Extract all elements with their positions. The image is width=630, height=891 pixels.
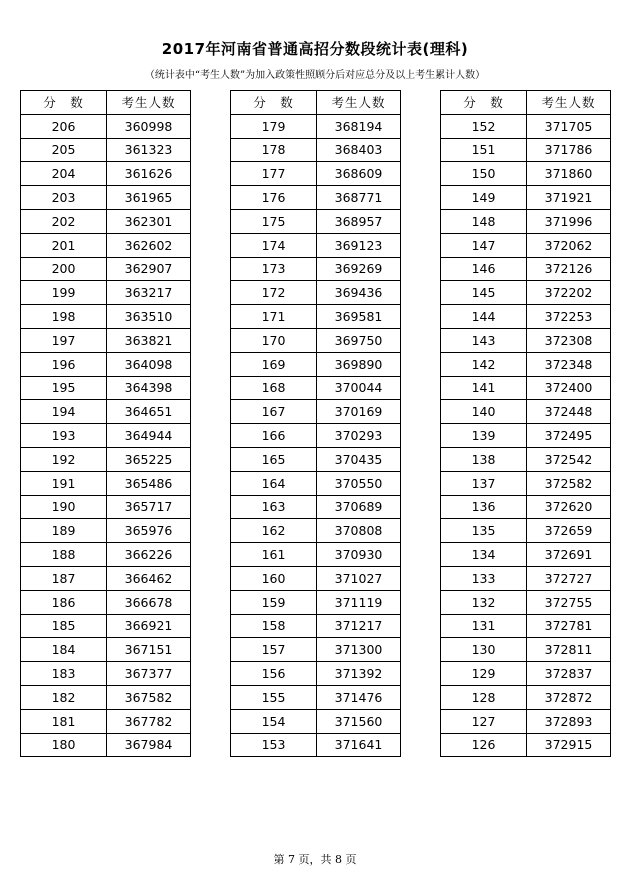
score-cell: 158 — [231, 614, 317, 638]
count-cell: 371860 — [527, 162, 611, 186]
count-cell: 372495 — [527, 424, 611, 448]
table-row — [231, 495, 401, 519]
score-cell: 150 — [441, 162, 527, 186]
score-cell: 143 — [441, 328, 527, 352]
score-cell: 195 — [21, 376, 107, 400]
score-cell: 174 — [231, 233, 317, 257]
score-cell: 168 — [231, 376, 317, 400]
count-cell: 371217 — [317, 614, 401, 638]
score-cell: 166 — [231, 424, 317, 448]
count-cell: 371921 — [527, 186, 611, 210]
table-row — [21, 352, 191, 376]
score-cell: 157 — [231, 638, 317, 662]
table-row — [231, 162, 401, 186]
score-cell: 189 — [21, 519, 107, 543]
score-cell: 165 — [231, 447, 317, 471]
table-row — [441, 543, 611, 567]
score-cell: 139 — [441, 424, 527, 448]
table-row — [231, 186, 401, 210]
score-cell: 164 — [231, 471, 317, 495]
table-row — [231, 376, 401, 400]
table-row — [441, 709, 611, 733]
count-cell: 366678 — [107, 590, 191, 614]
count-cell: 365486 — [107, 471, 191, 495]
count-cell: 370550 — [317, 471, 401, 495]
table-body — [441, 114, 611, 757]
table-row — [21, 709, 191, 733]
score-cell: 203 — [21, 186, 107, 210]
table-row — [441, 662, 611, 686]
score-cell: 186 — [21, 590, 107, 614]
score-table-3 — [440, 90, 611, 757]
count-cell: 361626 — [107, 162, 191, 186]
table-row — [21, 233, 191, 257]
score-cell: 134 — [441, 543, 527, 567]
table-row — [441, 114, 611, 138]
count-cell: 372062 — [527, 233, 611, 257]
score-cell: 202 — [21, 209, 107, 233]
count-cell: 372202 — [527, 281, 611, 305]
table-row — [231, 638, 401, 662]
score-cell: 180 — [21, 733, 107, 757]
table-row — [21, 733, 191, 757]
count-cell: 372755 — [527, 590, 611, 614]
table-row — [231, 257, 401, 281]
count-cell: 372126 — [527, 257, 611, 281]
table-row — [441, 376, 611, 400]
score-cell: 135 — [441, 519, 527, 543]
count-cell: 371392 — [317, 662, 401, 686]
count-cell: 368609 — [317, 162, 401, 186]
score-cell: 178 — [231, 138, 317, 162]
count-cell: 366226 — [107, 543, 191, 567]
count-cell: 371119 — [317, 590, 401, 614]
count-cell: 371641 — [317, 733, 401, 757]
table-row — [21, 305, 191, 329]
table-row — [441, 186, 611, 210]
table-row — [231, 400, 401, 424]
score-cell: 169 — [231, 352, 317, 376]
count-cell: 371560 — [317, 709, 401, 733]
count-cell: 369436 — [317, 281, 401, 305]
score-cell: 137 — [441, 471, 527, 495]
table-row — [21, 114, 191, 138]
score-cell: 129 — [441, 662, 527, 686]
table-row — [441, 471, 611, 495]
count-cell: 370044 — [317, 376, 401, 400]
count-cell: 369123 — [317, 233, 401, 257]
count-cell: 371786 — [527, 138, 611, 162]
count-cell: 363821 — [107, 328, 191, 352]
score-cell: 205 — [21, 138, 107, 162]
score-cell: 200 — [21, 257, 107, 281]
table-row — [231, 352, 401, 376]
table-row — [231, 447, 401, 471]
score-cell: 128 — [441, 685, 527, 709]
table-row — [231, 543, 401, 567]
count-cell: 372582 — [527, 471, 611, 495]
count-cell: 367377 — [107, 662, 191, 686]
table-row — [231, 114, 401, 138]
count-cell: 371300 — [317, 638, 401, 662]
table-row — [21, 424, 191, 448]
score-cell: 156 — [231, 662, 317, 686]
count-cell: 364098 — [107, 352, 191, 376]
table-row — [21, 685, 191, 709]
score-cell: 130 — [441, 638, 527, 662]
count-cell: 367984 — [107, 733, 191, 757]
table-row — [21, 281, 191, 305]
score-cell: 147 — [441, 233, 527, 257]
count-cell: 364398 — [107, 376, 191, 400]
count-cell: 365717 — [107, 495, 191, 519]
count-cell: 372811 — [527, 638, 611, 662]
score-cell: 140 — [441, 400, 527, 424]
table-row — [441, 162, 611, 186]
score-cell: 193 — [21, 424, 107, 448]
table-row — [231, 281, 401, 305]
table-row — [21, 162, 191, 186]
count-cell: 371476 — [317, 685, 401, 709]
count-cell: 372542 — [527, 447, 611, 471]
table-row — [441, 495, 611, 519]
score-cell: 170 — [231, 328, 317, 352]
score-cell: 179 — [231, 114, 317, 138]
table-row — [441, 614, 611, 638]
count-cell: 369581 — [317, 305, 401, 329]
score-cell: 163 — [231, 495, 317, 519]
score-cell: 154 — [231, 709, 317, 733]
count-cell: 361965 — [107, 186, 191, 210]
score-cell: 194 — [21, 400, 107, 424]
table-row — [441, 590, 611, 614]
score-cell: 126 — [441, 733, 527, 757]
count-cell: 372872 — [527, 685, 611, 709]
count-cell: 372691 — [527, 543, 611, 567]
score-cell: 138 — [441, 447, 527, 471]
table-row — [441, 138, 611, 162]
count-cell: 367151 — [107, 638, 191, 662]
count-cell: 370930 — [317, 543, 401, 567]
table-row — [441, 352, 611, 376]
score-cell: 176 — [231, 186, 317, 210]
table-row — [441, 400, 611, 424]
score-cell: 171 — [231, 305, 317, 329]
count-cell: 364944 — [107, 424, 191, 448]
count-cell: 372448 — [527, 400, 611, 424]
score-column-header: 分 数 — [441, 91, 527, 115]
count-cell: 360998 — [107, 114, 191, 138]
table-row — [231, 138, 401, 162]
count-column-header: 考生人数 — [107, 91, 191, 115]
count-cell: 372727 — [527, 566, 611, 590]
count-cell: 372915 — [527, 733, 611, 757]
count-cell: 370435 — [317, 447, 401, 471]
count-cell: 371996 — [527, 209, 611, 233]
score-cell: 145 — [441, 281, 527, 305]
table-row — [21, 495, 191, 519]
table-row — [441, 519, 611, 543]
table-row — [21, 138, 191, 162]
score-cell: 142 — [441, 352, 527, 376]
table-row — [441, 638, 611, 662]
table-row — [231, 471, 401, 495]
score-cell: 204 — [21, 162, 107, 186]
score-cell: 196 — [21, 352, 107, 376]
count-cell: 372837 — [527, 662, 611, 686]
count-cell: 369890 — [317, 352, 401, 376]
table-row — [231, 685, 401, 709]
table-row — [231, 233, 401, 257]
count-cell: 370689 — [317, 495, 401, 519]
table-body — [231, 114, 401, 757]
table-note: （统计表中“考生人数”为加入政策性照顾分后对应总分及以上考生累计人数） — [144, 70, 486, 81]
count-column-header: 考生人数 — [317, 91, 401, 115]
table-row — [21, 447, 191, 471]
table-row — [21, 328, 191, 352]
count-cell: 369750 — [317, 328, 401, 352]
table-row — [21, 590, 191, 614]
table-row — [21, 543, 191, 567]
score-cell: 131 — [441, 614, 527, 638]
count-cell: 367782 — [107, 709, 191, 733]
score-cell: 182 — [21, 685, 107, 709]
score-cell: 160 — [231, 566, 317, 590]
count-cell: 372659 — [527, 519, 611, 543]
score-cell: 161 — [231, 543, 317, 567]
count-cell: 362907 — [107, 257, 191, 281]
table-row — [21, 614, 191, 638]
table-row — [21, 376, 191, 400]
count-cell: 366462 — [107, 566, 191, 590]
count-cell: 365976 — [107, 519, 191, 543]
score-cell: 190 — [21, 495, 107, 519]
count-cell: 362301 — [107, 209, 191, 233]
count-cell: 372400 — [527, 376, 611, 400]
count-cell: 372308 — [527, 328, 611, 352]
score-cell: 151 — [441, 138, 527, 162]
score-cell: 148 — [441, 209, 527, 233]
table-row — [231, 733, 401, 757]
score-cell: 141 — [441, 376, 527, 400]
count-cell: 364651 — [107, 400, 191, 424]
table-header-row — [231, 91, 401, 115]
score-cell: 177 — [231, 162, 317, 186]
count-cell: 372253 — [527, 305, 611, 329]
table-row — [441, 281, 611, 305]
count-cell: 372620 — [527, 495, 611, 519]
score-cell: 187 — [21, 566, 107, 590]
table-row — [441, 447, 611, 471]
score-cell: 199 — [21, 281, 107, 305]
score-cell: 133 — [441, 566, 527, 590]
table-header-row — [441, 91, 611, 115]
score-cell: 206 — [21, 114, 107, 138]
table-row — [231, 209, 401, 233]
table-header-row — [21, 91, 191, 115]
score-cell: 153 — [231, 733, 317, 757]
score-cell: 188 — [21, 543, 107, 567]
score-cell: 149 — [441, 186, 527, 210]
count-cell: 371705 — [527, 114, 611, 138]
table-row — [441, 257, 611, 281]
count-cell: 365225 — [107, 447, 191, 471]
count-cell: 372348 — [527, 352, 611, 376]
table-row — [231, 305, 401, 329]
count-cell: 361323 — [107, 138, 191, 162]
count-cell: 369269 — [317, 257, 401, 281]
score-cell: 162 — [231, 519, 317, 543]
count-cell: 362602 — [107, 233, 191, 257]
table-row — [21, 257, 191, 281]
score-cell: 159 — [231, 590, 317, 614]
table-row — [441, 685, 611, 709]
score-cell: 201 — [21, 233, 107, 257]
score-cell: 146 — [441, 257, 527, 281]
count-cell: 366921 — [107, 614, 191, 638]
score-column-header: 分 数 — [231, 91, 317, 115]
score-cell: 172 — [231, 281, 317, 305]
table-row — [231, 614, 401, 638]
table-row — [21, 209, 191, 233]
score-cell: 173 — [231, 257, 317, 281]
table-row — [21, 519, 191, 543]
count-cell: 368403 — [317, 138, 401, 162]
table-row — [231, 709, 401, 733]
count-cell: 371027 — [317, 566, 401, 590]
table-row — [21, 400, 191, 424]
page-title: 2017年河南省普通高招分数段统计表(理科) — [161, 40, 469, 58]
count-cell: 368194 — [317, 114, 401, 138]
score-cell: 192 — [21, 447, 107, 471]
count-cell: 370808 — [317, 519, 401, 543]
score-cell: 198 — [21, 305, 107, 329]
table-row — [231, 662, 401, 686]
score-column-header: 分 数 — [21, 91, 107, 115]
count-cell: 363217 — [107, 281, 191, 305]
score-cell: 191 — [21, 471, 107, 495]
table-row — [21, 662, 191, 686]
score-table-2 — [230, 90, 401, 757]
score-cell: 136 — [441, 495, 527, 519]
table-body — [21, 114, 191, 757]
table-row — [231, 566, 401, 590]
page-number: 第 7 页，共 8 页 — [273, 853, 357, 866]
score-cell: 184 — [21, 638, 107, 662]
score-cell: 152 — [441, 114, 527, 138]
count-cell: 367582 — [107, 685, 191, 709]
score-cell: 185 — [21, 614, 107, 638]
count-cell: 372893 — [527, 709, 611, 733]
score-cell: 127 — [441, 709, 527, 733]
table-row — [21, 471, 191, 495]
count-cell: 363510 — [107, 305, 191, 329]
score-cell: 183 — [21, 662, 107, 686]
table-row — [441, 328, 611, 352]
table-row — [441, 424, 611, 448]
table-row — [231, 424, 401, 448]
table-row — [231, 328, 401, 352]
table-row — [441, 733, 611, 757]
count-cell: 370293 — [317, 424, 401, 448]
table-row — [21, 186, 191, 210]
table-row — [441, 233, 611, 257]
count-cell: 372781 — [527, 614, 611, 638]
score-cell: 181 — [21, 709, 107, 733]
table-row — [441, 566, 611, 590]
table-row — [21, 638, 191, 662]
count-cell: 368771 — [317, 186, 401, 210]
table-row — [231, 590, 401, 614]
score-cell: 132 — [441, 590, 527, 614]
table-row — [21, 566, 191, 590]
score-cell: 167 — [231, 400, 317, 424]
count-cell: 370169 — [317, 400, 401, 424]
score-cell: 197 — [21, 328, 107, 352]
score-cell: 175 — [231, 209, 317, 233]
count-column-header: 考生人数 — [527, 91, 611, 115]
score-cell: 155 — [231, 685, 317, 709]
score-table-1 — [20, 90, 191, 757]
count-cell: 368957 — [317, 209, 401, 233]
score-cell: 144 — [441, 305, 527, 329]
table-row — [441, 209, 611, 233]
table-row — [231, 519, 401, 543]
table-row — [441, 305, 611, 329]
